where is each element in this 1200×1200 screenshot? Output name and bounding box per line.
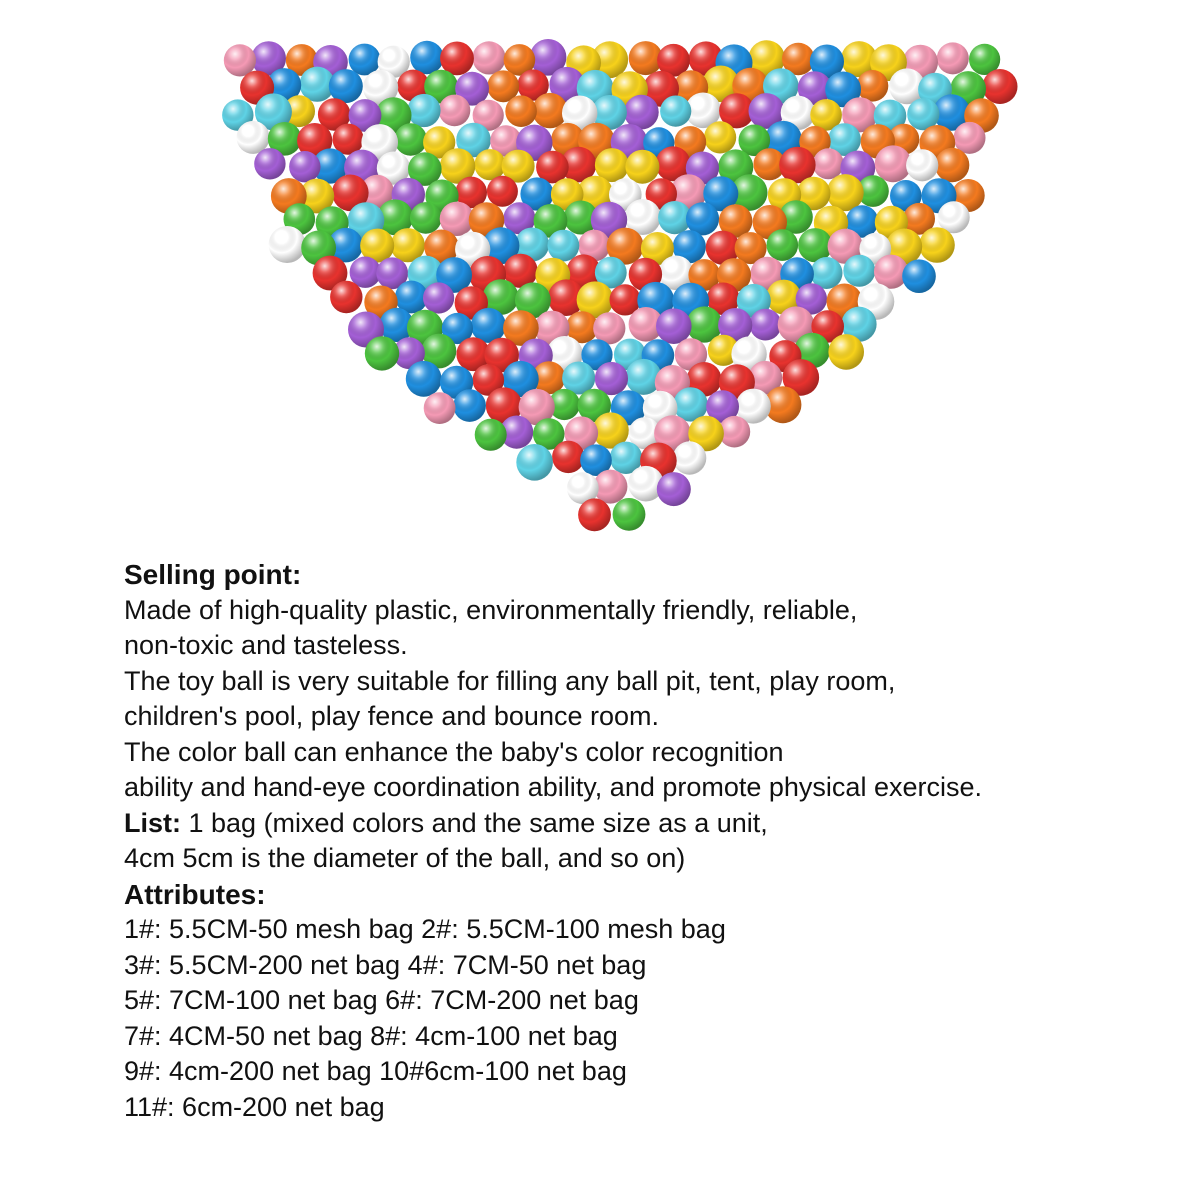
ball [289,151,320,182]
ball-gloss [423,282,454,313]
ball-gloss [472,41,505,74]
selling-point-line: non-toxic and tasteless. [124,630,408,660]
attribute-line: 5#: 7CM-100 net bag 6#: 7CM-200 net bag [124,985,639,1015]
ball-gloss [767,229,799,261]
ball-gloss [983,69,1018,104]
list-label: List: [124,807,181,838]
ball-gloss [656,308,692,344]
ball-gloss [843,255,875,287]
selling-point-line: The toy ball is very suitable for filling any ball pit, tent, play room, [124,665,896,696]
ball [750,309,782,341]
ball [857,70,889,102]
ball [613,498,646,531]
ball-gloss [407,94,440,127]
ball [505,95,537,127]
ball [843,255,875,287]
ball [423,282,454,313]
product-image-ball-heart [0,0,1200,560]
ball-gloss [919,227,955,263]
description-text [124,557,1184,1125]
ball [516,444,553,481]
ball-gloss [424,392,456,424]
ball [704,121,736,153]
ball-gloss [857,70,889,102]
ball [474,149,505,180]
selling-point-heading: Selling point: [124,559,302,590]
ball [657,472,691,506]
ball [237,121,270,154]
ball [983,69,1018,104]
ball-gloss [578,498,611,531]
ball-gloss [613,498,646,531]
ball [365,336,399,370]
ball [827,174,864,211]
ball [937,42,969,74]
attribute-line: 3#: 5.5CM-200 net bag 4#: 7CM-50 net bag [124,949,647,980]
balls-layer [222,39,1017,531]
ball [395,123,427,155]
ball-gloss [625,150,659,184]
attributes-heading: Attributes: [124,878,266,910]
ball [813,148,844,179]
ball-gloss [660,96,691,127]
ball-gloss [875,145,912,182]
ball-gloss [828,334,864,370]
ball [552,441,584,473]
ball [578,498,611,531]
ball [269,226,306,263]
attribute-line: 11#: 6cm-200 net bag [124,1091,385,1122]
ball-gloss [548,230,580,262]
ball-gloss [750,309,782,341]
ball-gloss [406,361,442,397]
ball-gloss [237,121,270,154]
ball-gloss [475,419,507,451]
ball-gloss [410,41,443,74]
ball [548,230,580,262]
list-line [124,806,1184,842]
ball [407,94,440,127]
ball [475,419,507,451]
ball-gloss [505,95,537,127]
attribute-line: 1#: 5.5CM-50 mesh bag 2#: 5.5CM-100 mesh bag [124,914,726,944]
ball [410,202,442,234]
ball-gloss [657,472,691,506]
selling-point-line: children's pool, play fence and bounce room. [124,701,659,731]
ball [919,227,955,263]
ball-gloss [395,123,427,155]
ball-gloss [935,148,969,182]
ball-gloss [269,226,306,263]
ball [453,389,486,422]
ball [902,259,936,293]
ball-gloss [474,149,505,180]
ball [424,392,456,424]
ball-gloss [813,148,844,179]
ball-gloss [329,69,363,103]
ball [767,229,799,261]
ball-gloss [827,174,864,211]
ball [330,281,362,313]
attribute-line: 9#: 4cm-200 net bag 10#6cm-100 net bag [124,1056,627,1086]
ball [487,176,518,207]
list-text: 1 bag (mixed colors and the same size as a unit, [181,807,768,838]
list-continuation: 4cm 5cm is the diameter of the ball, and so on) [124,843,686,873]
ball [439,95,471,127]
ball [935,148,969,182]
ball-gloss [516,444,553,481]
ball [410,41,443,74]
ball-gloss [453,389,486,422]
ball [406,361,442,397]
ball-gloss [552,441,584,473]
ball [906,149,938,181]
ball [828,334,864,370]
selling-point-line: The color ball can enhance the baby's color recognition [124,736,784,767]
ball-gloss [439,95,471,127]
selling-point-line: Made of high-quality plastic, environmentally friendly, reliable, [124,594,858,625]
ball-gloss [365,336,399,370]
ball-gloss [410,202,442,234]
ball-gloss [902,259,936,293]
ball-gloss [487,176,518,207]
ball-gloss [254,148,285,179]
ball [673,441,706,474]
ball-gloss [704,121,736,153]
attribute-line: 7#: 4CM-50 net bag 8#: 4cm-100 net bag [124,1020,618,1051]
ball [875,145,912,182]
ball [656,308,692,344]
ball-gloss [906,149,938,181]
ball [625,150,659,184]
ball-gloss [289,151,320,182]
ball-gloss [330,281,362,313]
ball [254,148,285,179]
ball-heart-illustration [0,0,1200,560]
ball-gloss [673,441,706,474]
ball [660,96,691,127]
ball [472,41,505,74]
ball-gloss [937,42,969,74]
ball [329,69,363,103]
selling-point-line: ability and hand-eye coordination ability, and promote physical exercise. [124,772,982,802]
